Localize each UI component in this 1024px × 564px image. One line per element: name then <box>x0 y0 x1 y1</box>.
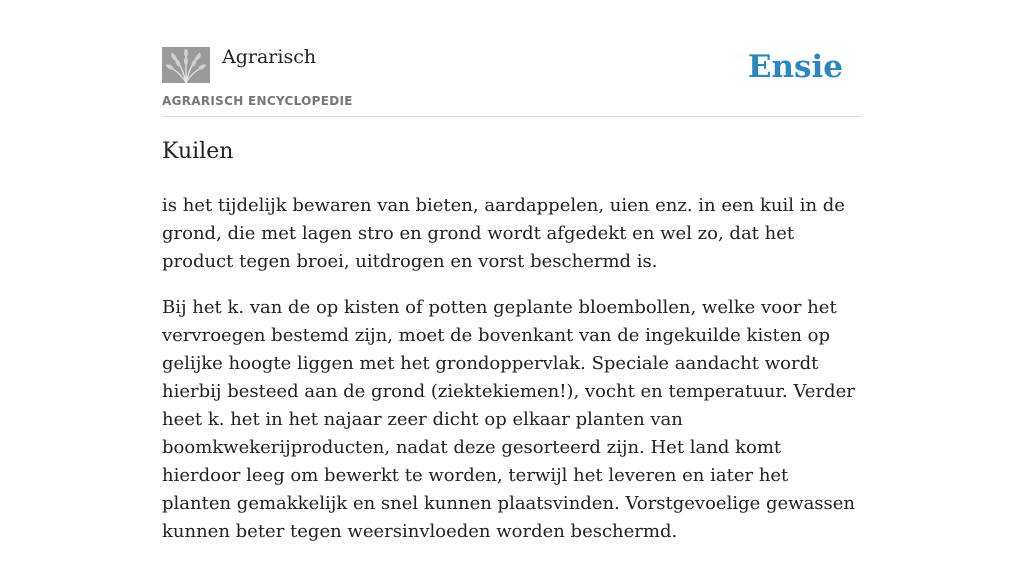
article-paragraph: is het tijdelijk bewaren van bieten, aardappelen, uien enz. in een kuil in de grond, die met lagen stro en grond wordt afgedekt en wel zo, dat het product tegen broei, uitdrogen en vorst beschermd is. <box>162 195 845 272</box>
ensie-logo-link[interactable]: Ensie <box>747 49 843 85</box>
article-title: Kuilen <box>162 139 234 164</box>
site-name[interactable]: Agrarisch <box>222 46 317 68</box>
article-body <box>162 192 862 564</box>
wheat-icon[interactable] <box>162 47 210 83</box>
article-paragraph: Bij het k. van de op kisten of potten geplante bloembollen, welke voor het vervroegen bestemd zijn, moet de bovenkant van de ingekuilde kisten op gelijke hoogte liggen met het grondoppervlak. Speciale aandacht wordt hierbij besteed aan de grond (ziektekiemen!), vocht en temperatuur. Verder heet k. het in het najaar zeer dicht op elkaar planten van boomkwekerijproducten, nadat deze gesorteerd zijn. Het land komt hierdoor leeg om bewerkt te worden, terwijl het leveren en iater het planten gemakkelijk en snel kunnen plaatsvinden. Vorstgevoelige gewassen kunnen beter tegen weersinvloeden worden beschermd. <box>162 297 856 542</box>
site-subtitle: AGRARISCH ENCYCLOPEDIE <box>162 94 353 108</box>
header <box>162 44 862 117</box>
